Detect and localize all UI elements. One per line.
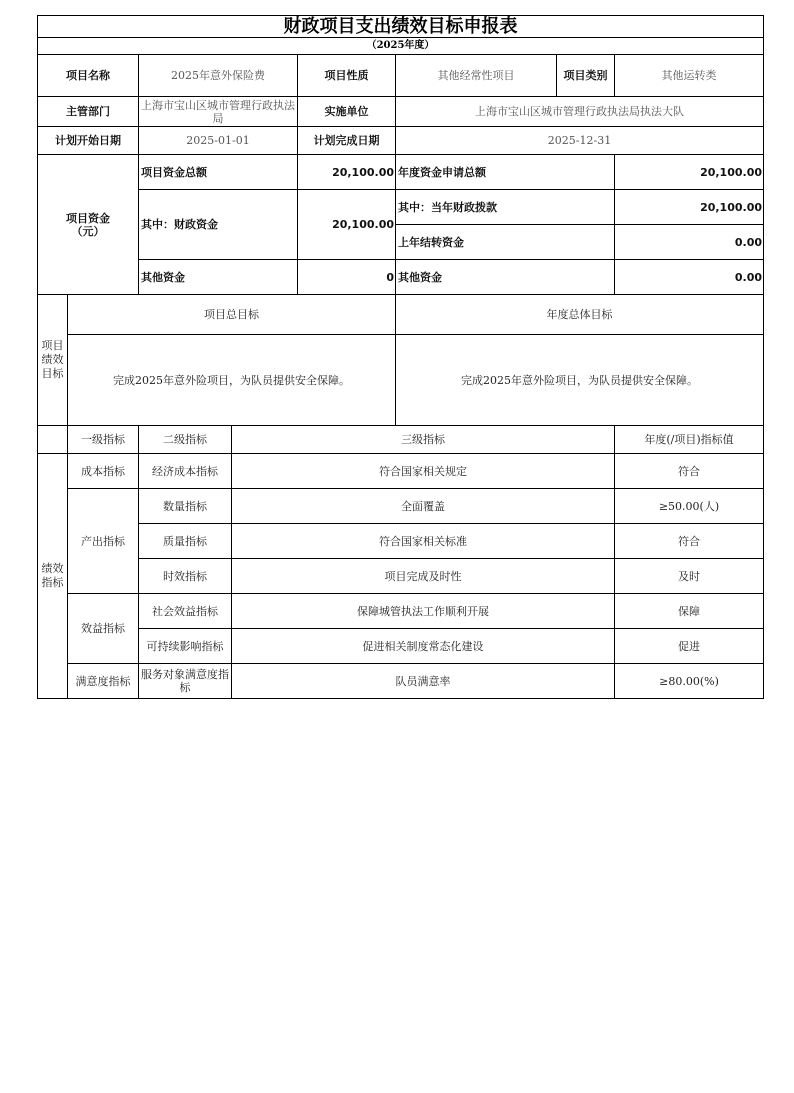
indicator-level2: 质量指标: [139, 524, 232, 559]
indicator-level3: 符合国家相关规定: [232, 454, 615, 489]
indicator-level3: 队员满意率: [232, 664, 615, 699]
indicator-value: 及时: [615, 559, 764, 594]
end-date-label: 计划完成日期: [298, 127, 396, 155]
project-nature-value: 其他经常性项目: [396, 55, 557, 97]
form-year: （2025年度）: [38, 38, 764, 55]
indicator-level2: 经济成本指标: [139, 454, 232, 489]
funds-fiscal-value: 20,100.00: [298, 190, 396, 260]
goals-section-label: 项目 绩效 目标: [38, 295, 68, 426]
indicator-level2: 服务对象满意度指标: [139, 664, 232, 699]
indicator-header-level1: 一级指标: [68, 426, 139, 454]
indicator-level2: 数量指标: [139, 489, 232, 524]
funds-annual-value: 20,100.00: [615, 155, 764, 190]
goals-annual-header: 年度总体目标: [396, 295, 764, 335]
project-category-value: 其他运转类: [615, 55, 764, 97]
project-name-value: 2025年意外保险费: [139, 55, 298, 97]
department-label: 主管部门: [38, 97, 139, 127]
indicator-value: 保障: [615, 594, 764, 629]
indicator-value: ≥50.00(人): [615, 489, 764, 524]
funds-section-label: 项目资金 （元）: [38, 155, 139, 295]
project-nature-label: 项目性质: [298, 55, 396, 97]
indicator-level3: 保障城管执法工作顺利开展: [232, 594, 615, 629]
funds-annual-label: 年度资金申请总额: [396, 155, 615, 190]
indicator-value: ≥80.00(%): [615, 664, 764, 699]
indicator-level2: 时效指标: [139, 559, 232, 594]
indicator-level1: 满意度指标: [68, 664, 139, 699]
implementer-label: 实施单位: [298, 97, 396, 127]
indicator-level1: 成本指标: [68, 454, 139, 489]
performance-form: [37, 15, 763, 699]
indicator-level1: 产出指标: [68, 489, 139, 594]
indicator-level3: 全面覆盖: [232, 489, 615, 524]
funds-current-year-value: 20,100.00: [615, 190, 764, 225]
funds-other-label: 其他资金: [139, 260, 298, 295]
indicator-header-blank: [38, 426, 68, 454]
funds-current-year-label: 其中：当年财政拨款: [396, 190, 615, 225]
funds-other2-label: 其他资金: [396, 260, 615, 295]
funds-total-label: 项目资金总额: [139, 155, 298, 190]
indicator-value: 符合: [615, 524, 764, 559]
indicator-level3: 符合国家相关标准: [232, 524, 615, 559]
department-value: 上海市宝山区城市管理行政执法局: [139, 97, 298, 127]
implementer-value: 上海市宝山区城市管理行政执法局执法大队: [396, 97, 764, 127]
indicator-value: 促进: [615, 629, 764, 664]
indicator-header-level2: 二级指标: [139, 426, 232, 454]
end-date-value: 2025-12-31: [396, 127, 764, 155]
indicator-level3: 促进相关制度常态化建设: [232, 629, 615, 664]
indicator-header-value: 年度(/项目)指标值: [615, 426, 764, 454]
form-title: 财政项目支出绩效目标申报表: [38, 16, 764, 38]
goals-annual-text: 完成2025年意外险项目，为队员提供安全保障。: [396, 335, 764, 426]
project-name-label: 项目名称: [38, 55, 139, 97]
funds-carryover-label: 上年结转资金: [396, 225, 615, 260]
start-date-value: 2025-01-01: [139, 127, 298, 155]
start-date-label: 计划开始日期: [38, 127, 139, 155]
funds-carryover-value: 0.00: [615, 225, 764, 260]
indicator-level1: 效益指标: [68, 594, 139, 664]
project-category-label: 项目类别: [557, 55, 615, 97]
funds-other2-value: 0.00: [615, 260, 764, 295]
form-table: [37, 15, 764, 699]
funds-fiscal-label: 其中：财政资金: [139, 190, 298, 260]
indicator-level2: 社会效益指标: [139, 594, 232, 629]
funds-total-value: 20,100.00: [298, 155, 396, 190]
indicators-section-label: 绩效 指标: [38, 454, 68, 699]
indicator-level3: 项目完成及时性: [232, 559, 615, 594]
funds-other-value: 0: [298, 260, 396, 295]
indicator-header-level3: 三级指标: [232, 426, 615, 454]
goals-total-header: 项目总目标: [68, 295, 396, 335]
indicator-level2: 可持续影响指标: [139, 629, 232, 664]
goals-total-text: 完成2025年意外险项目，为队员提供安全保障。: [68, 335, 396, 426]
indicator-value: 符合: [615, 454, 764, 489]
